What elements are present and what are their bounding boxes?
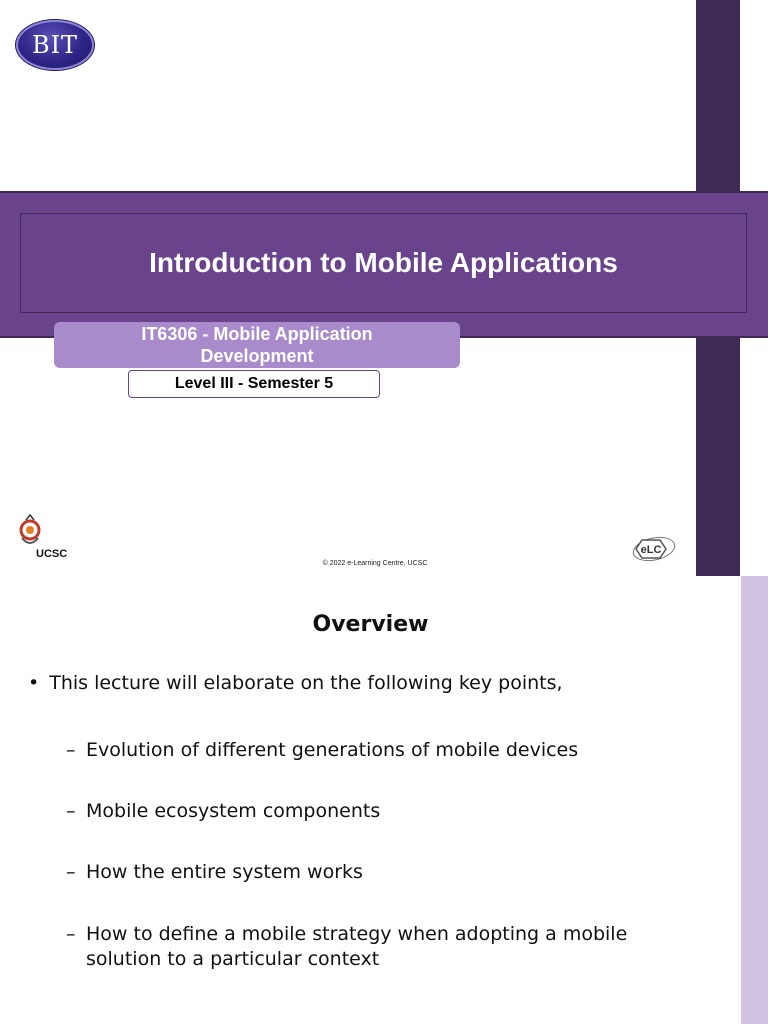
ucsc-emblem-icon	[16, 514, 46, 550]
level-box	[128, 370, 380, 398]
bullet-marker: •	[28, 672, 40, 694]
slide-title: Introduction to Mobile Applications	[149, 247, 618, 278]
title-band	[0, 191, 768, 338]
sub-point	[66, 738, 706, 763]
course-box	[54, 322, 460, 368]
ucsc-label: UCSC	[36, 548, 68, 560]
sub-point	[66, 922, 706, 972]
main-bullet	[28, 672, 563, 694]
title-frame	[20, 213, 747, 313]
level-label: Level III - Semester 5	[174, 375, 334, 392]
elc-emblem-icon	[630, 532, 678, 566]
sub-point-text: Mobile ecosystem components	[86, 800, 381, 822]
dash-marker: –	[66, 739, 76, 761]
overview-slide	[0, 576, 768, 1024]
dash-marker: –	[66, 923, 76, 945]
elc-logo	[630, 532, 678, 566]
sub-point-text: How the entire system works	[86, 861, 363, 883]
sub-point	[66, 860, 706, 885]
sub-point-text: Evolution of different generations of mobile devices	[86, 739, 579, 761]
elc-label: eLC	[640, 544, 662, 556]
ucsc-logo	[16, 514, 70, 566]
main-bullet-text: This lecture will elaborate on the following key points,	[49, 672, 563, 694]
dash-marker: –	[66, 800, 76, 822]
bit-logo	[16, 20, 94, 70]
dash-marker: –	[66, 861, 76, 883]
slide-side-bar	[741, 576, 768, 1024]
sub-point-text: How to define a mobile strategy when adopting a mobile solution to a particular context	[86, 923, 628, 970]
course-name: IT6306 - Mobile Application Development	[141, 324, 373, 366]
copyright-text: © 2022 e-Learning Centre, UCSC	[322, 560, 428, 567]
bit-logo-text: BIT	[31, 31, 79, 59]
overview-title: Overview	[312, 612, 429, 637]
sub-point	[66, 799, 706, 824]
